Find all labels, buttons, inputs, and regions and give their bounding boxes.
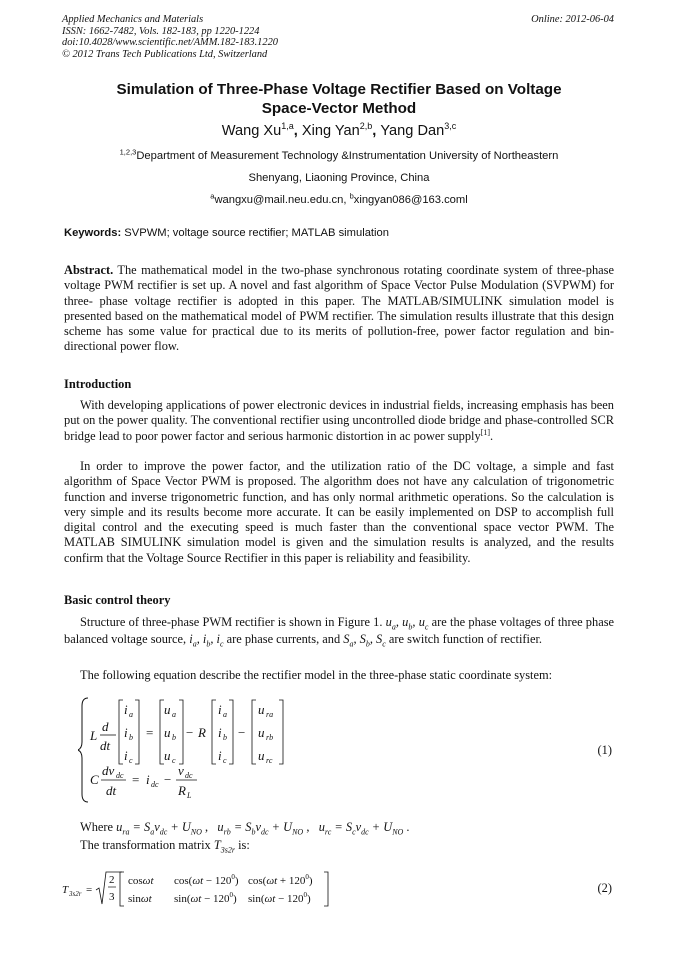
- svg-text:b: b: [172, 733, 176, 742]
- math-switches: $S_a$, $S_b$, $S_c$: [343, 632, 386, 649]
- email-a: wangxu@mail.neu.edu.cn,: [214, 194, 350, 206]
- svg-text:a: a: [129, 710, 133, 719]
- author-sup: 1,a: [281, 121, 294, 132]
- svg-text:u: u: [164, 748, 171, 763]
- intro-paragraph-1: [64, 398, 614, 444]
- svg-text:u: u: [164, 725, 171, 740]
- svg-text:R: R: [178, 783, 186, 798]
- basic-p1-c: are phase currents, and: [223, 632, 344, 646]
- svg-text:−: −: [164, 772, 172, 787]
- svg-text:v: v: [178, 763, 184, 778]
- introduction-heading: Introduction: [64, 377, 132, 391]
- email-sup-b: b: [349, 191, 354, 201]
- where-label: Where: [80, 820, 117, 834]
- email-sup-a: a: [210, 191, 215, 201]
- keywords: [64, 227, 389, 239]
- svg-text:3: 3: [109, 891, 115, 903]
- svg-text:a: a: [223, 710, 227, 719]
- svg-text:i: i: [124, 702, 128, 717]
- svg-text:−: −: [238, 725, 246, 740]
- citation-ref: [1]: [480, 427, 491, 437]
- svg-text:rb: rb: [266, 733, 274, 742]
- svg-text:ra: ra: [266, 710, 274, 719]
- intro-p1-text: With developing applications of power electronic devices in industrial fields, increasing emphasis has been put on the power quality. The conventional rectifier using uncontrolled diode bridge and phase-controlled SCR bridge lead to poor power factor and serious harmonic distortion in ac power supply: [64, 398, 614, 443]
- basic-theory-heading: Basic control theory: [64, 593, 171, 607]
- svg-text:dt: dt: [100, 738, 111, 753]
- svg-text:cosωt: cosωt: [128, 875, 154, 887]
- equation-2-number: (2): [597, 881, 612, 895]
- svg-text:u: u: [164, 702, 171, 717]
- issn: ISSN: 1662-7482, Vols. 182-183, pp 1220-1224: [62, 25, 260, 37]
- basic-p1-b: are the phase voltages of three phase balanced voltage source,: [64, 615, 615, 646]
- math-ura: $u_{ra} = S_av_{dc} + U_{NO}$: [116, 820, 202, 837]
- svg-text:i: i: [218, 725, 222, 740]
- affiliation-text: Department of Measurement Technology &Instrumentation University of Northeastern: [136, 150, 559, 162]
- transform-text-b: is:: [235, 838, 250, 852]
- svg-text:dv: dv: [102, 763, 115, 778]
- math-voltages: $u_a$, $u_b$, $u_c$: [385, 615, 429, 632]
- where-line: Where $u_{ra} = S_av_{dc} + U_{NO}$ , $u_{rb} = S_bv_{dc} + U_{NO}$ , $u_{rc} = S_cv_{dc} + U_{NO}$ .: [80, 820, 410, 837]
- abstract: [64, 263, 614, 355]
- svg-text:d: d: [102, 719, 109, 734]
- svg-text:3s2r: 3s2r: [69, 890, 82, 898]
- svg-text:C: C: [90, 772, 99, 787]
- keywords-text: SVPWM; voltage source rectifier; MATLAB simulation: [121, 227, 389, 239]
- author-name: Wang Xu: [221, 123, 282, 139]
- email-line: [60, 191, 618, 206]
- equation-1: [78, 694, 438, 806]
- author-sup: 2,b: [359, 121, 373, 132]
- svg-text:c: c: [172, 756, 176, 765]
- svg-text:dt: dt: [106, 783, 117, 798]
- svg-text:u: u: [258, 748, 265, 763]
- abstract-text: The mathematical model in the two-phase synchronous rotating coordinate system of three-phase voltage PWM rectifier is set up. A novel and fast algorithm of Space Vector Pulse Modulation (SVPWM) for three- phase voltage rectifier is adopted in this paper. The MATLAB/SIMULINK simulation model is presented based on the mathematical model of PWM rectifier. The simulation results illustrate that this design scheme has some value for practical due to its merits of pollution-free, power factor regulation and bin-directional power flow.: [64, 263, 614, 354]
- svg-text:u: u: [258, 702, 265, 717]
- svg-text:dc: dc: [185, 771, 193, 780]
- affiliation-sup: 1,2,3: [119, 147, 137, 157]
- transform-text-a: The transformation matrix: [80, 838, 214, 852]
- svg-text:sin(ωt − 1200): $\sin(\omega t - 120^0)$: [248, 891, 311, 905]
- basic-p1-a: Structure of three-phase PWM rectifier is shown in Figure 1.: [80, 615, 386, 629]
- svg-text:R: R: [198, 725, 206, 740]
- svg-text:i: i: [124, 748, 128, 763]
- math-urc: $u_{rc} = S_cv_{dc} + U_{NO}$: [318, 820, 404, 837]
- svg-text:cos(ωt + 1200): $\cos(\omega t + 120^0)$: [248, 873, 313, 887]
- math-urb: $u_{rb} = S_bv_{dc} + U_{NO}$: [217, 820, 304, 837]
- math-currents: $i_a$, $i_b$, $i_c$: [189, 632, 224, 649]
- svg-text:−: −: [186, 725, 194, 740]
- affiliation-line-2: Shenyang, Liaoning Province, China: [248, 172, 430, 184]
- svg-text:rc: rc: [266, 756, 273, 765]
- copyright: © 2012 Trans Tech Publications Ltd, Switzerland: [62, 48, 268, 60]
- svg-text:cos(ωt − 1200): $\cos(\omega t - 120^0)$: [174, 873, 239, 887]
- svg-text:b: b: [223, 733, 227, 742]
- svg-text:u: u: [258, 725, 265, 740]
- online-date: Online: 2012-06-04: [531, 14, 614, 25]
- basic-paragraph-1: [64, 614, 614, 648]
- title-line-1: Simulation of Three-Phase Voltage Rectifier Based on Voltage: [116, 81, 562, 98]
- equation-1-number: (1): [597, 743, 612, 757]
- svg-text:L: L: [187, 791, 192, 800]
- basic-p1-d: are switch function of rectifier.: [385, 632, 543, 646]
- svg-text:a: a: [172, 710, 176, 719]
- paper-title: [60, 80, 618, 118]
- equation-2: [62, 868, 352, 912]
- affiliation-line-1: [60, 147, 618, 162]
- abstract-label: Abstract.: [64, 263, 114, 277]
- svg-text:c: c: [223, 756, 227, 765]
- email-b: xingyan086@163.coml: [353, 194, 468, 206]
- keywords-label: Keywords:: [64, 227, 122, 239]
- math-t3s2r: $T_{3s2r}$: [213, 838, 235, 855]
- svg-text:i: i: [218, 748, 222, 763]
- svg-text:=: =: [146, 725, 154, 740]
- svg-text:sin(ωt − 1200): $\sin(\omega t - 120^0)$: [174, 891, 237, 905]
- journal-name: Applied Mechanics and Materials: [62, 14, 204, 25]
- svg-text:dc: dc: [151, 780, 159, 789]
- svg-text:=: =: [86, 884, 93, 896]
- svg-text:i: i: [146, 772, 150, 787]
- svg-text:b: b: [129, 733, 133, 742]
- svg-text:i: i: [124, 725, 128, 740]
- intro-p1-end: .: [490, 428, 494, 443]
- intro-paragraph-2: In order to improve the power factor, and the utilization ratio of the DC voltage, a simple and fast algorithm of Space Vector PWM is proposed. The algorithm does not have any calculation of trigonometric function and inverse trigonometric function, and has only normal arithmetic operations. So the calculation is very simple and its results become more accurate. It can be easily implemented on DSP to accomplish full digital control and the executing speed is much faster than the conventional space vector PWM. The MATLAB SIMULINK simulation model is given and the simulation results is analyzed, and the results confirm that the Voltage Source Rectifier in this paper is reliability and feasibility.: [64, 459, 614, 565]
- journal-header: [62, 14, 278, 60]
- basic-paragraph-2: The following equation describe the rectifier model in the three-phase static coordinate system:: [80, 668, 553, 682]
- author-name: Xing Yan: [301, 123, 360, 139]
- svg-text:=: =: [132, 772, 140, 787]
- svg-text:2: 2: [109, 874, 115, 886]
- svg-text:dc: dc: [116, 771, 124, 780]
- doi: doi:10.4028/www.scientific.net/AMM.182-183.1220: [62, 37, 278, 49]
- transform-line: [80, 838, 620, 853]
- svg-text:L: L: [90, 728, 98, 743]
- title-line-2: Space-Vector Method: [261, 100, 417, 117]
- svg-text:T: T: [62, 884, 69, 896]
- svg-text:c: c: [129, 756, 133, 765]
- author-list: Wang Xu$^{1,a}$, Xing Yan$^{2,b}$, Yang Dan$^{3,c}$: [221, 121, 457, 139]
- author-sup: 3,c: [444, 121, 457, 132]
- author-name: Yang Dan: [380, 123, 445, 139]
- svg-text:i: i: [218, 702, 222, 717]
- svg-text:sinωt: sinωt: [128, 893, 152, 905]
